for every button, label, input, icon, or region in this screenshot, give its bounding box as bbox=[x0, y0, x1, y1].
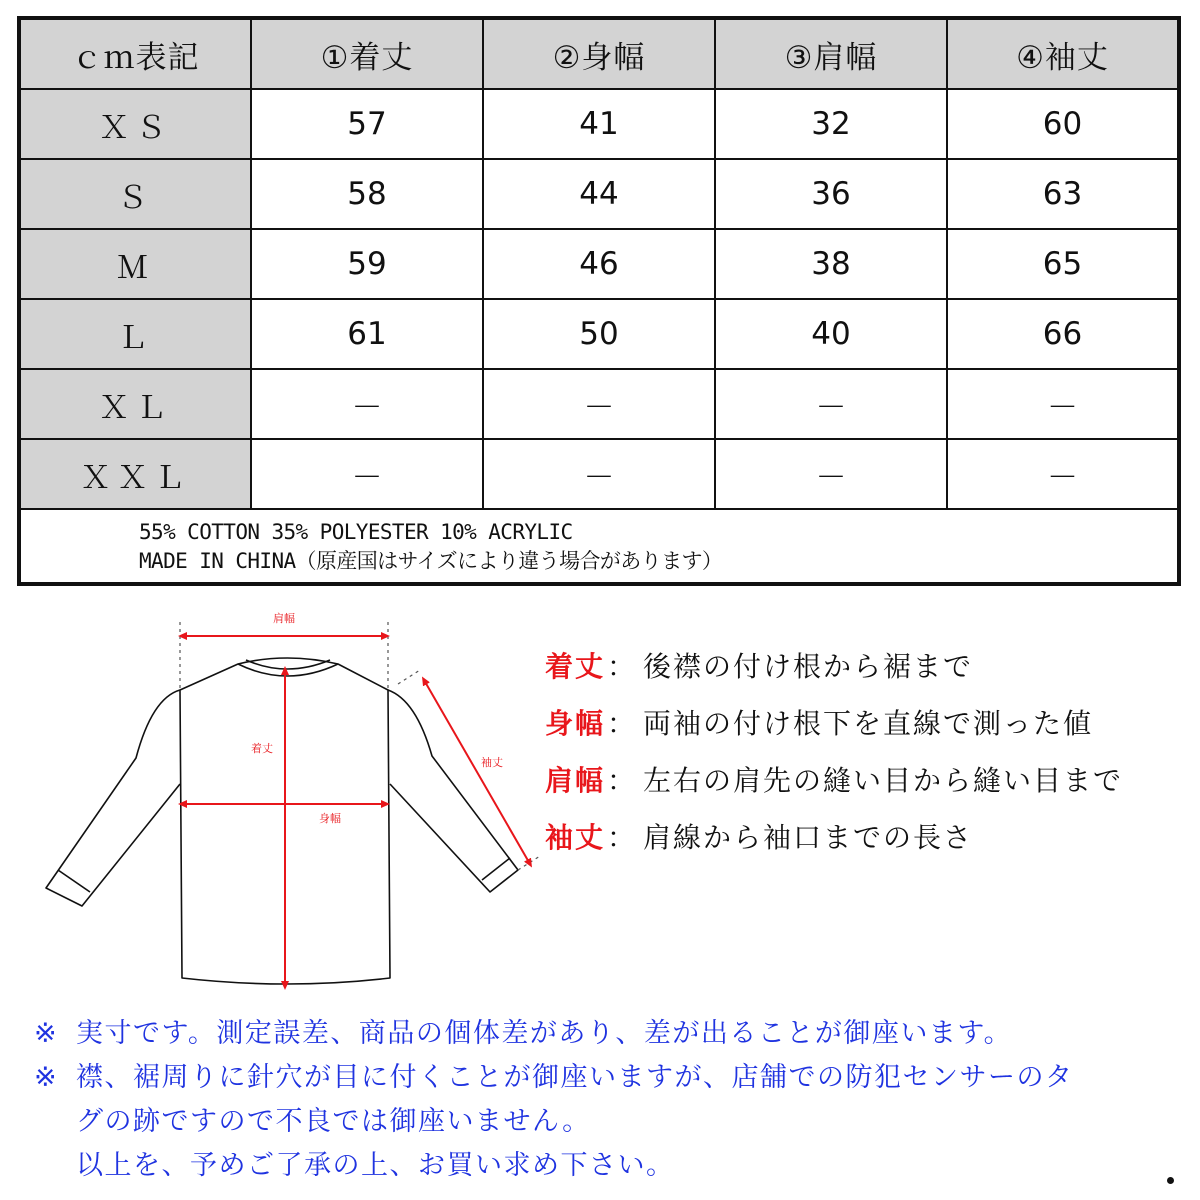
notes-section bbox=[34, 1012, 1184, 1188]
note-measurement bbox=[34, 1012, 1184, 1056]
shoulder-width-value: － bbox=[715, 369, 947, 439]
legend-description: 肩線から袖口までの長さ bbox=[643, 820, 974, 854]
note-text: 襟、裾周りに針穴が目に付くことが御座いますが、店舗での防犯センサーのタ bbox=[76, 1062, 1074, 1093]
sleeve-length-value: － bbox=[947, 439, 1177, 509]
header-shoulder-width: ③肩幅 bbox=[715, 20, 947, 89]
size-label: ＸＳ bbox=[21, 89, 251, 159]
header-length: ①着丈 bbox=[251, 20, 483, 89]
size-label: ＸＸＬ bbox=[21, 439, 251, 509]
table-header-row bbox=[21, 20, 1177, 89]
legend-term: 身幅 bbox=[545, 706, 606, 740]
length-value: － bbox=[251, 369, 483, 439]
note-mark: ※ bbox=[34, 1062, 59, 1093]
body-width-value: 44 bbox=[483, 159, 715, 229]
corner-dot bbox=[1167, 1177, 1174, 1184]
sleeve-length-value: 66 bbox=[947, 299, 1177, 369]
garment-diagram bbox=[40, 608, 580, 1008]
header-unit: ｃｍ表記 bbox=[21, 20, 251, 89]
note-text: 以上を、予めご了承の上、お買い求め下さい。 bbox=[76, 1150, 675, 1181]
header-body-width: ②身幅 bbox=[483, 20, 715, 89]
note-acknowledgement bbox=[34, 1144, 1184, 1188]
body-width-value: 41 bbox=[483, 89, 715, 159]
shirt-illustration bbox=[40, 608, 580, 1008]
size-label: Ｍ bbox=[21, 229, 251, 299]
legend-description: 後襟の付け根から裾まで bbox=[643, 649, 974, 683]
table-row bbox=[21, 299, 1177, 369]
size-label: ＸＬ bbox=[21, 369, 251, 439]
legend-colon: ： bbox=[607, 649, 638, 683]
body-width-value: 50 bbox=[483, 299, 715, 369]
size-label: Ｌ bbox=[21, 299, 251, 369]
shoulder-width-label: 肩幅 bbox=[273, 612, 295, 625]
table-row bbox=[21, 229, 1177, 299]
shirt-outline bbox=[46, 658, 518, 984]
measurement-arrows bbox=[182, 636, 530, 986]
length-value: 61 bbox=[251, 299, 483, 369]
legend-colon: ： bbox=[607, 763, 638, 797]
body-width-value: － bbox=[483, 369, 715, 439]
note-text: 実寸です。測定誤差、商品の個体差があり、差が出ることが御座います。 bbox=[76, 1018, 1013, 1049]
table-row bbox=[21, 369, 1177, 439]
length-value: － bbox=[251, 439, 483, 509]
material-composition: 55% COTTON 35% POLYESTER 10% ACRYLIC bbox=[139, 520, 573, 544]
shoulder-width-value: 36 bbox=[715, 159, 947, 229]
size-label: Ｓ bbox=[21, 159, 251, 229]
table-row bbox=[21, 159, 1177, 229]
legend-colon: ： bbox=[607, 820, 638, 854]
sleeve-length-value: － bbox=[947, 369, 1177, 439]
body-width-value: － bbox=[483, 439, 715, 509]
length-value: 57 bbox=[251, 89, 483, 159]
note-continuation bbox=[34, 1100, 1184, 1144]
size-table bbox=[21, 20, 1177, 510]
size-table-container bbox=[17, 16, 1181, 586]
body-width-label: 身幅 bbox=[319, 812, 341, 825]
legend-term: 袖丈 bbox=[545, 820, 606, 854]
note-text: グの跡ですので不良では御座いません。 bbox=[76, 1106, 591, 1137]
note-mark: ※ bbox=[34, 1018, 59, 1049]
sleeve-length-value: 65 bbox=[947, 229, 1177, 299]
sleeve-length-value: 60 bbox=[947, 89, 1177, 159]
legend-item-body-width bbox=[545, 693, 1185, 750]
header-sleeve-length: ④袖丈 bbox=[947, 20, 1177, 89]
sleeve-length-arrow bbox=[424, 680, 530, 864]
legend-item-shoulder-width bbox=[545, 750, 1185, 807]
legend-item-length bbox=[545, 636, 1185, 693]
sleeve-length-label: 袖丈 bbox=[481, 756, 503, 769]
length-label: 着丈 bbox=[251, 742, 273, 755]
legend-item-sleeve-length bbox=[545, 807, 1185, 864]
country-of-origin: MADE IN CHINA（原産国はサイズにより違う場合があります） bbox=[139, 549, 723, 573]
legend-term: 着丈 bbox=[545, 649, 606, 683]
table-row bbox=[21, 89, 1177, 159]
sleeve-length-value: 63 bbox=[947, 159, 1177, 229]
legend-description: 両袖の付け根下を直線で測った値 bbox=[643, 706, 1094, 740]
legend-colon: ： bbox=[607, 706, 638, 740]
note-needle-holes bbox=[34, 1056, 1184, 1100]
length-value: 58 bbox=[251, 159, 483, 229]
guide-lines bbox=[180, 622, 540, 870]
shoulder-width-value: 32 bbox=[715, 89, 947, 159]
body-width-value: 46 bbox=[483, 229, 715, 299]
measurement-legend bbox=[545, 636, 1185, 864]
shoulder-width-value: 38 bbox=[715, 229, 947, 299]
length-value: 59 bbox=[251, 229, 483, 299]
table-row bbox=[21, 439, 1177, 509]
shoulder-width-value: － bbox=[715, 439, 947, 509]
material-info bbox=[21, 510, 1177, 582]
legend-term: 肩幅 bbox=[545, 763, 606, 797]
shoulder-width-value: 40 bbox=[715, 299, 947, 369]
legend-description: 左右の肩先の縫い目から縫い目まで bbox=[643, 763, 1124, 797]
